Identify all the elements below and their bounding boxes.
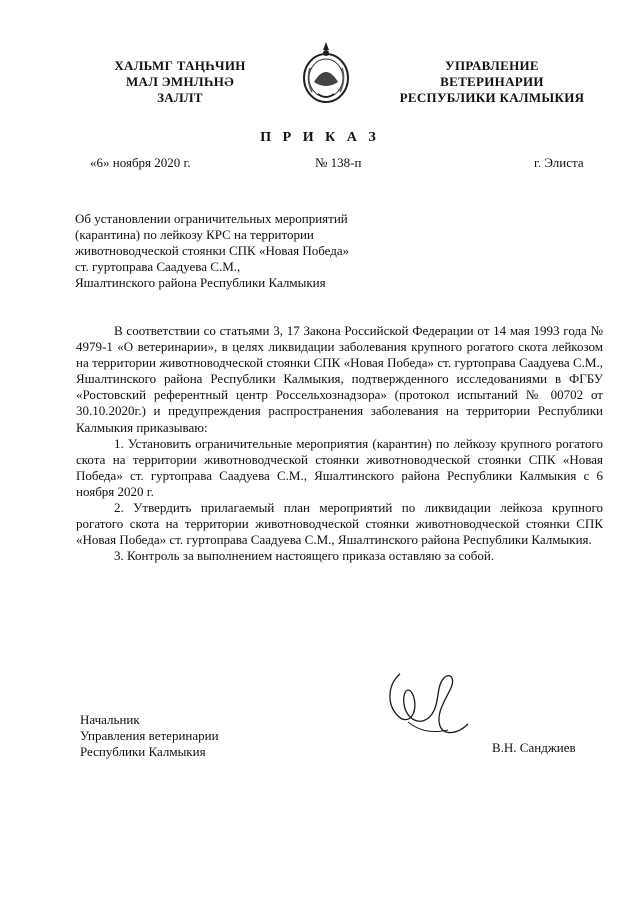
position-line: Управления ветеринарии [80, 728, 219, 743]
header-kalmyk-line: МАЛ ЭМНЛҺНӘ [125, 74, 235, 89]
header-kalmyk [100, 58, 260, 106]
header-kalmyk-line: ЗАЛЛТ [157, 90, 203, 105]
document-title: П Р И К А З [260, 130, 380, 145]
subject-line: животноводческой стоянки СПК «Новая Победа» [75, 243, 350, 258]
header-russian-line: ВЕТЕРИНАРИИ [440, 74, 544, 89]
order-date: «6» ноября 2020 г. [90, 155, 191, 170]
subject-line: Яшалтинского района Республики Калмыкия [75, 275, 326, 290]
subject-line: ст. гуртоправа Саадуева С.М., [75, 259, 241, 274]
subject-line: Об установлении ограничительных мероприятий [75, 211, 348, 226]
header-russian [392, 58, 592, 106]
order-city: г. Элиста [534, 155, 584, 170]
header-kalmyk-line: ХАЛЬМГ ТАҢҺЧИН [114, 58, 246, 73]
signatory-position [80, 712, 219, 760]
kalmykia-emblem-icon [300, 38, 352, 110]
header-russian-line: РЕСПУБЛИКИ КАЛМЫКИЯ [399, 90, 585, 105]
order-item-3: 3. Контроль за выполнением настоящего приказа оставляю за собой. [114, 548, 495, 564]
order-item-2: 2. Утвердить прилагаемый план мероприятий по ликвидации лейкоза крупного рогатого скота на территории животноводческой стоянки животноводческой стоянки СПК «Новая Победа» ст. гуртоправа Саадуева С.М., Яшалтинского района Республики Калмыкия. [76, 500, 603, 548]
position-line: Республики Калмыкия [80, 744, 206, 759]
header-russian-line: УПРАВЛЕНИЕ [445, 58, 539, 73]
signatory-name: В.Н. Санджиев [492, 740, 576, 755]
subject-line: (карантина) по лейкозу КРС на территории [75, 227, 314, 242]
position-line: Начальник [80, 712, 140, 727]
preamble-paragraph: В соответствии со статьями 3, 17 Закона Российской Федерации от 14 мая 1993 года № 4979-1 «О ветеринарии», в целях ликвидации заболевания крупного рогатого скота лейкозом на территории животноводческой стоянки СПК «Новая Победа» ст. гуртоправа Саадуева С.М., Яшалтинского района Республики Калмыкия, подтвержденного исследованиями в ФГБУ «Ростовский референтный центр Россельхознадзора» (протокол испытаний № 00702 от 30.10.2020г.) и предупреждения распространения заболевания на территории Республики Калмыкия приказываю: [76, 323, 603, 435]
handwritten-signature [378, 664, 478, 744]
order-subject [75, 211, 395, 291]
order-item-1: 1. Установить ограничительные мероприятия (карантин) по лейкозу крупного рогатого скота на территории животноводческой стоянки животноводческой стоянки СПК «Новая Победа» ст. гуртоправа Саадуева С.М., Яшалтинского района Республики Калмыкия с 6 ноября 2020 г. [76, 435, 603, 499]
order-body [76, 323, 603, 564]
order-number: № 138-п [315, 155, 362, 170]
